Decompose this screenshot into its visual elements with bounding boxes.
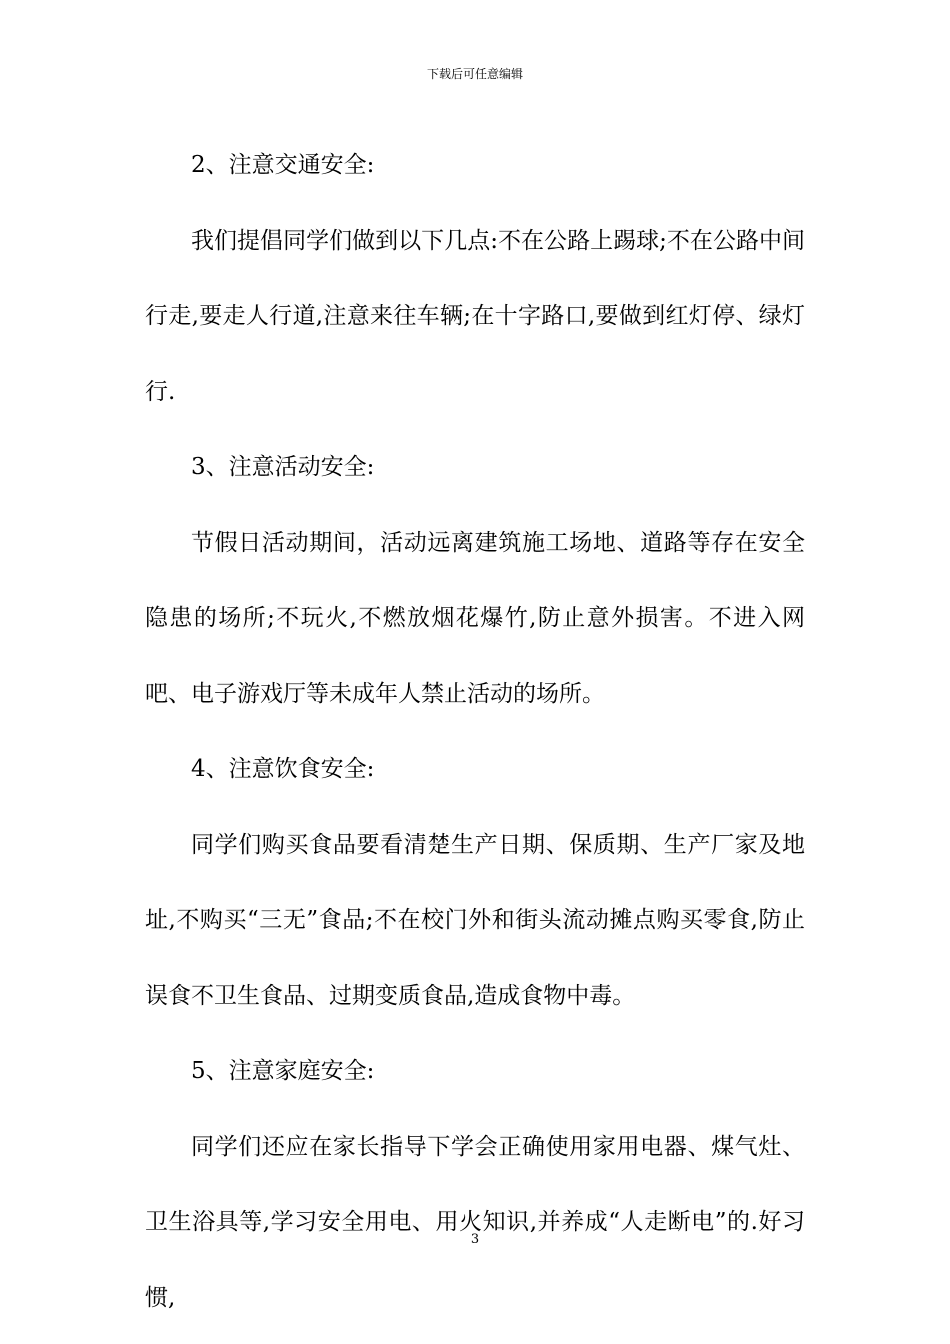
heading-home-safety: 5、注意家庭安全: <box>191 1058 375 1084</box>
heading-traffic-safety: 2、注意交通安全: <box>191 152 375 178</box>
paragraph-food-safety: 同学们购买食品要看清楚生产日期、保质期、生产厂家及地址,不购买“三无”食品;不在校门外和街头流动摊点购买零食,防止误食不卫生食品、过期变质食品,造成食物中毒。 <box>145 831 805 1009</box>
paragraph-traffic-safety: 我们提倡同学们做到以下几点:不在公路上踢球;不在公路中间行走,要走人行道,注意来往车辆;在十字路口,要做到红灯停、绿灯行. <box>145 227 805 405</box>
page-number: 3 <box>470 1232 480 1247</box>
document-body <box>145 128 805 1336</box>
page-header: 下载后可任意编辑 <box>426 67 523 81</box>
paragraph-home-safety: 同学们还应在家长指导下学会正确使用家用电器、煤气灶、卫生浴具等,学习安全用电、用火知识,并养成“人走断电”的.好习惯, <box>145 1133 805 1311</box>
heading-activity-safety: 3、注意活动安全: <box>191 454 375 480</box>
paragraph-activity-safety: 节假日活动期间，活动远离建筑施工场地、道路等存在安全隐患的场所;不玩火,不燃放烟花爆竹,防止意外损害。不进入网吧、电子游戏厅等未成年人禁止活动的场所。 <box>145 529 805 707</box>
heading-food-safety: 4、注意饮食安全: <box>191 756 375 782</box>
